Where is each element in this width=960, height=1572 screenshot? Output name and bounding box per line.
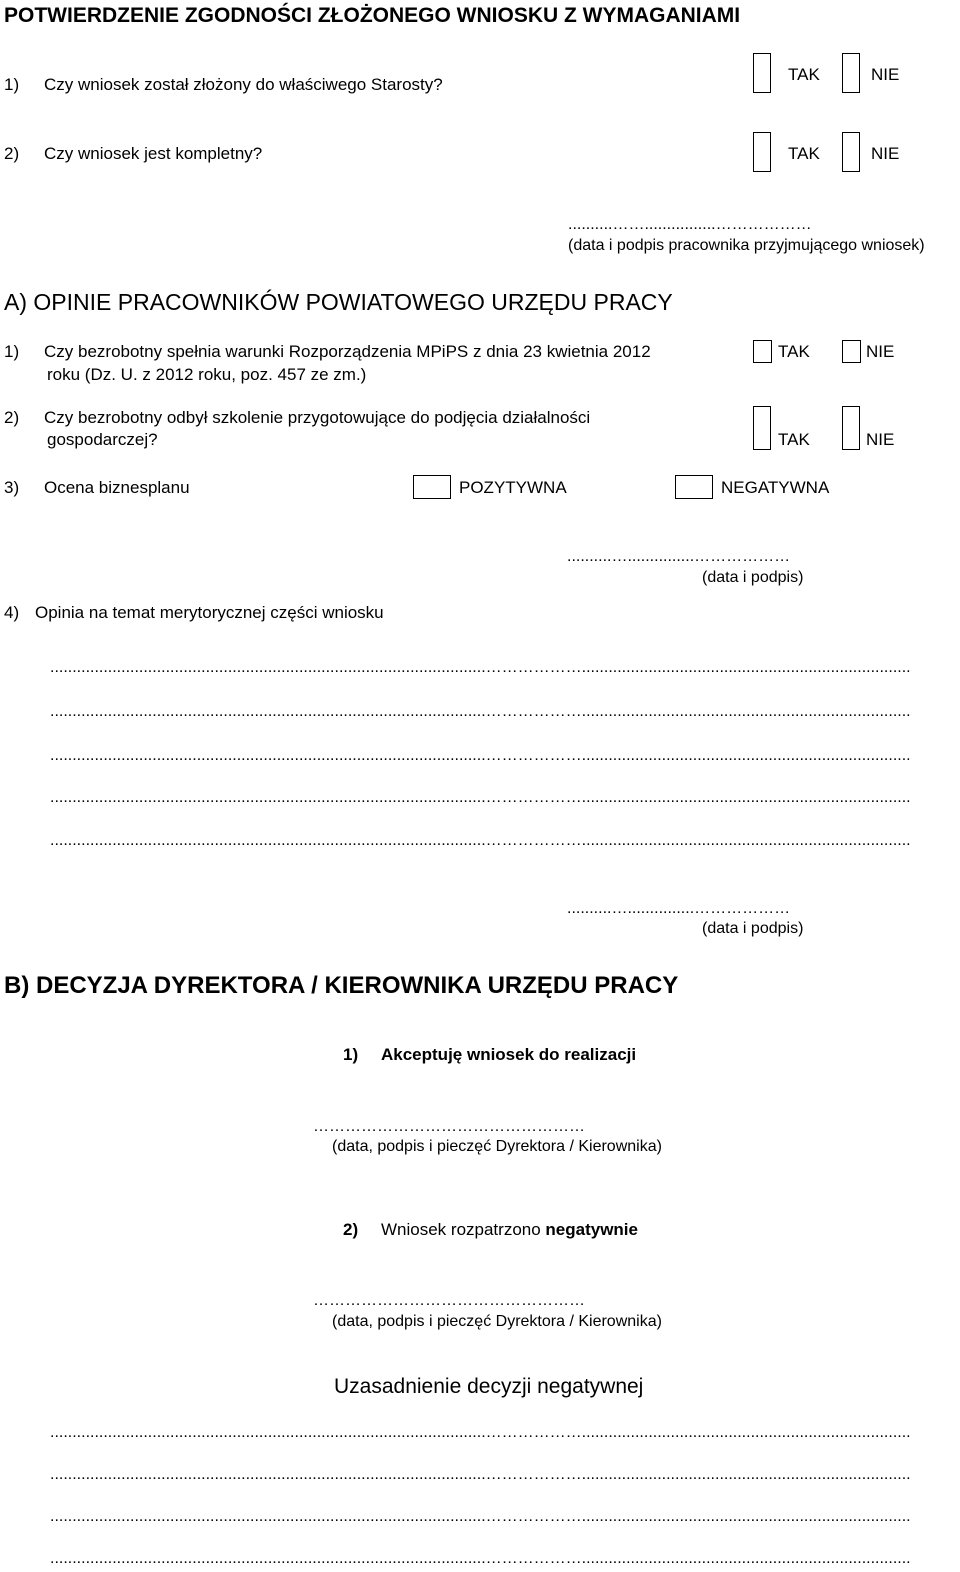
section-a-question-1 bbox=[4, 342, 651, 362]
yes-label: TAK bbox=[778, 430, 810, 449]
signature-caption: (data, podpis i pieczęć Dyrektora / Kierownika) bbox=[332, 1313, 662, 1330]
yes-label: TAK bbox=[788, 144, 820, 163]
justification-line: ..................................................................................................……………….......................................................................... bbox=[50, 1424, 911, 1441]
decision-text: Akceptuję wniosek do realizacji bbox=[381, 1045, 637, 1064]
decision-number: 2) bbox=[343, 1220, 359, 1239]
justification-title: Uzasadnienie decyzji negatywnej bbox=[334, 1375, 644, 1398]
no-label: NIE bbox=[866, 430, 895, 449]
section-a-q2-yes-checkbox[interactable] bbox=[753, 406, 771, 450]
no-label: NIE bbox=[871, 144, 900, 163]
section-b-title: B) DECYZJA DYREKTORA / KIEROWNIKA URZĘDU PRACY bbox=[4, 972, 679, 999]
justification-line: ..................................................................................................……………….......................................................................... bbox=[50, 1508, 911, 1525]
positive-checkbox[interactable] bbox=[413, 475, 451, 499]
question-text-line-2: gospodarczej? bbox=[47, 430, 158, 449]
justification-line: ..................................................................................................……………….......................................................................... bbox=[50, 1550, 911, 1567]
negative-checkbox[interactable] bbox=[675, 475, 713, 499]
confirmation-q2-yes-checkbox[interactable] bbox=[753, 132, 771, 172]
question-text: Czy wniosek został złożony do właściwego Starosty? bbox=[44, 75, 443, 94]
question-text-line-1: Czy bezrobotny spełnia warunki Rozporządzenia MPiPS z dnia 23 kwietnia 2012 bbox=[44, 342, 651, 361]
section-a-title: A) OPINIE PRACOWNIKÓW POWIATOWEGO URZĘDU PRACY bbox=[4, 289, 673, 315]
section-a-question-2 bbox=[4, 408, 590, 428]
question-number: 2) bbox=[4, 144, 20, 163]
section-a-q1-no-checkbox[interactable] bbox=[842, 340, 861, 363]
decision-number: 1) bbox=[343, 1045, 359, 1064]
section-a-question-4 bbox=[4, 603, 384, 623]
signature-caption: (data i podpis pracownika przyjmującego wniosek) bbox=[568, 237, 925, 254]
question-text: Opinia na temat merytorycznej części wniosku bbox=[35, 603, 384, 622]
signature-line: ..........……................……………… bbox=[568, 216, 812, 233]
signature-line: …………………………………………… bbox=[313, 1118, 585, 1135]
section-a-q2-no-checkbox[interactable] bbox=[842, 406, 860, 450]
question-text: Ocena biznesplanu bbox=[44, 478, 190, 497]
opinion-line: ..................................................................................................……………….......................................................................... bbox=[50, 789, 911, 806]
question-text-line-1: Czy bezrobotny odbył szkolenie przygotowujące do podjęcia działalności bbox=[44, 408, 591, 427]
question-number: 1) bbox=[4, 75, 20, 94]
justification-line: ..................................................................................................……………….......................................................................... bbox=[50, 1466, 911, 1483]
signature-line: ..........…...............……………… bbox=[567, 900, 791, 917]
opinion-line: ..................................................................................................……………….......................................................................... bbox=[50, 703, 911, 720]
signature-line: …………………………………………… bbox=[313, 1292, 585, 1309]
question-number: 3) bbox=[4, 478, 20, 497]
positive-label: POZYTYWNA bbox=[459, 478, 567, 497]
question-number: 1) bbox=[4, 342, 20, 361]
signature-line: ..........…...............……………… bbox=[567, 548, 791, 565]
yes-label: TAK bbox=[788, 65, 820, 84]
yes-label: TAK bbox=[778, 342, 810, 361]
decision-text-emphasis: negatywnie bbox=[545, 1220, 638, 1239]
decision-2 bbox=[343, 1220, 638, 1240]
page-title: POTWIERDZENIE ZGODNOŚCI ZŁOŻONEGO WNIOSKU Z WYMAGANIAMI bbox=[4, 4, 741, 27]
question-number: 2) bbox=[4, 408, 20, 427]
confirmation-question-2 bbox=[4, 144, 262, 164]
opinion-line: ..................................................................................................……………….......................................................................... bbox=[50, 747, 911, 764]
question-number: 4) bbox=[4, 603, 20, 622]
opinion-line: ..................................................................................................……………….......................................................................... bbox=[50, 659, 911, 676]
no-label: NIE bbox=[866, 342, 895, 361]
confirmation-q2-no-checkbox[interactable] bbox=[842, 132, 860, 172]
section-a-question-3 bbox=[4, 478, 190, 498]
decision-1 bbox=[343, 1045, 636, 1065]
confirmation-question-1 bbox=[4, 75, 443, 95]
confirmation-q1-no-checkbox[interactable] bbox=[842, 53, 860, 93]
negative-label: NEGATYWNA bbox=[721, 478, 830, 497]
signature-caption: (data i podpis) bbox=[702, 569, 804, 586]
question-text-line-2: roku (Dz. U. z 2012 roku, poz. 457 ze zm.) bbox=[47, 365, 367, 384]
decision-text: Wniosek rozpatrzono bbox=[381, 1220, 546, 1239]
signature-caption: (data, podpis i pieczęć Dyrektora / Kierownika) bbox=[332, 1138, 662, 1155]
no-label: NIE bbox=[871, 65, 900, 84]
signature-caption: (data i podpis) bbox=[702, 920, 804, 937]
confirmation-q1-yes-checkbox[interactable] bbox=[753, 53, 771, 93]
question-text: Czy wniosek jest kompletny? bbox=[44, 144, 263, 163]
opinion-line: ..................................................................................................……………….......................................................................... bbox=[50, 832, 911, 849]
section-a-q1-yes-checkbox[interactable] bbox=[753, 340, 772, 363]
